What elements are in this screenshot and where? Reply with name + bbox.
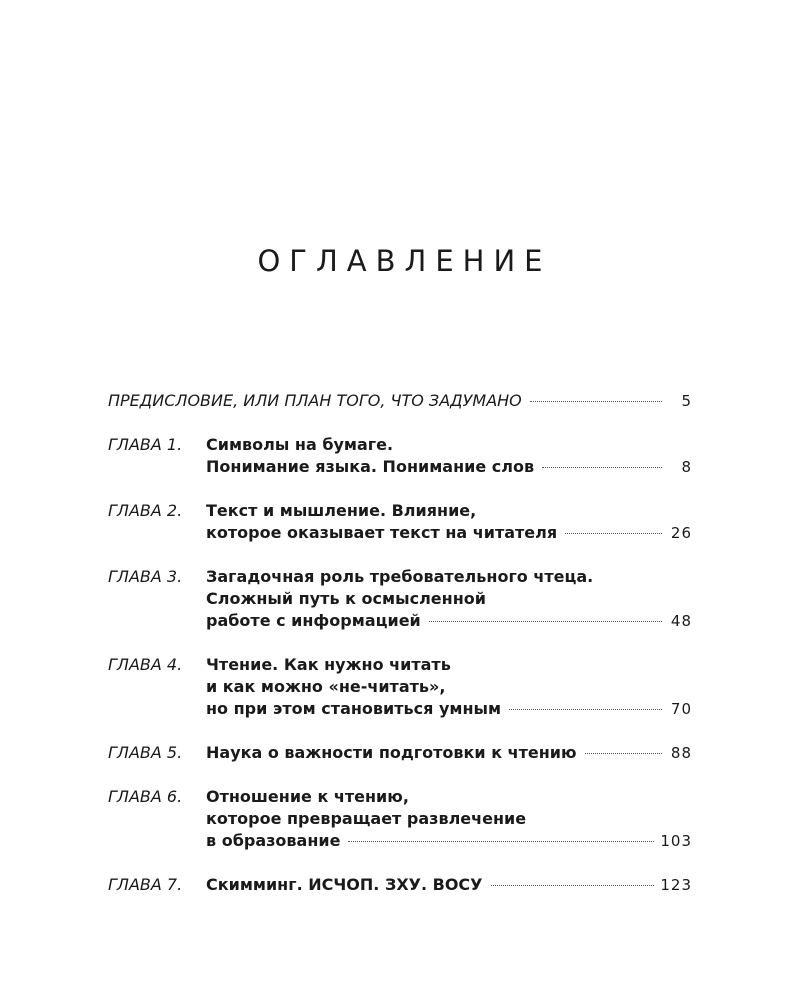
toc-entry-chapter-3 bbox=[108, 566, 692, 632]
chapter-label: ГЛАВА 7. bbox=[108, 875, 183, 894]
chapter-title-line: Текст и мышление. Влияние, bbox=[206, 501, 477, 520]
toc-line bbox=[206, 610, 692, 632]
chapter-title-line: Скимминг. ИСЧОП. ЗХУ. ВОСУ bbox=[206, 875, 483, 894]
toc-row bbox=[108, 742, 692, 764]
toc-entry-chapter-7 bbox=[108, 874, 692, 896]
chapter-label: ГЛАВА 3. bbox=[108, 567, 183, 586]
chapter-label: ГЛАВА 1. bbox=[108, 435, 183, 454]
page-number: 26 bbox=[670, 524, 692, 542]
chapter-title-line: Понимание языка. Понимание слов bbox=[206, 457, 535, 476]
page-number: 8 bbox=[681, 458, 692, 476]
chapter-title-line: Символы на бумаге. bbox=[206, 435, 394, 454]
dot-leader bbox=[429, 620, 662, 622]
chapter-label: ГЛАВА 2. bbox=[108, 501, 183, 520]
toc-row bbox=[108, 786, 692, 852]
chapter-title bbox=[206, 874, 692, 896]
dot-leader bbox=[509, 708, 662, 710]
chapter-title bbox=[206, 566, 692, 632]
dot-leader bbox=[565, 532, 662, 534]
chapter-title bbox=[206, 786, 692, 852]
chapter-title-line: Отношение к чтению, bbox=[206, 787, 409, 806]
toc-row bbox=[108, 434, 692, 478]
chapter-label: ГЛАВА 5. bbox=[108, 743, 183, 762]
chapter-title-line: Чтение. Как нужно читать bbox=[206, 655, 451, 674]
page-number: 5 bbox=[681, 392, 692, 410]
chapter-title bbox=[206, 654, 692, 720]
chapter-title-line: Загадочная роль требовательного чтеца. bbox=[206, 567, 594, 586]
toc-row bbox=[108, 874, 692, 896]
toc-entry-chapter-4 bbox=[108, 654, 692, 720]
toc-line bbox=[206, 522, 692, 544]
chapter-title bbox=[206, 500, 692, 544]
toc-line bbox=[206, 874, 692, 896]
chapter-title-line: которое превращает развлечение bbox=[206, 809, 527, 828]
toc-row bbox=[108, 654, 692, 720]
dot-leader bbox=[530, 400, 662, 402]
toc-entry-chapter-6 bbox=[108, 786, 692, 852]
chapter-title bbox=[206, 742, 692, 764]
chapter-label: ГЛАВА 4. bbox=[108, 655, 183, 674]
page-number: 70 bbox=[670, 700, 692, 718]
chapter-title bbox=[206, 434, 692, 478]
toc-row bbox=[108, 500, 692, 544]
toc-line bbox=[206, 830, 692, 852]
chapter-title-line: но при этом становиться умным bbox=[206, 699, 502, 718]
page-number: 48 bbox=[670, 612, 692, 630]
page-number: 123 bbox=[660, 876, 692, 894]
toc-entry-foreword bbox=[108, 390, 692, 412]
page-number: 103 bbox=[660, 832, 692, 850]
toc-line bbox=[206, 742, 692, 764]
dot-leader bbox=[348, 840, 654, 842]
chapter-title-line: Сложный путь к осмысленной bbox=[206, 589, 486, 608]
toc-row bbox=[108, 566, 692, 632]
dot-leader bbox=[585, 752, 662, 754]
chapter-title-line: которое оказывает текст на читателя bbox=[206, 523, 558, 542]
page-title: ОГЛАВЛЕНИЕ bbox=[257, 244, 552, 278]
chapter-title-line: и как можно «не-читать», bbox=[206, 677, 446, 696]
foreword-title: ПРЕДИСЛОВИЕ, ИЛИ ПЛАН ТОГО, ЧТО ЗАДУМАНО bbox=[108, 391, 522, 410]
toc-entry-chapter-2 bbox=[108, 500, 692, 544]
chapter-title-line: в образование bbox=[206, 831, 341, 850]
toc-entry-chapter-1 bbox=[108, 434, 692, 478]
toc-line bbox=[206, 698, 692, 720]
page-number: 88 bbox=[670, 744, 692, 762]
chapter-title-line: работе с информацией bbox=[206, 611, 421, 630]
toc-list bbox=[108, 390, 692, 918]
dot-leader bbox=[491, 884, 655, 886]
chapter-label: ГЛАВА 6. bbox=[108, 787, 183, 806]
toc-line bbox=[206, 456, 692, 478]
dot-leader bbox=[542, 466, 662, 468]
toc-line bbox=[108, 390, 692, 412]
toc-entry-chapter-5 bbox=[108, 742, 692, 764]
chapter-title-line: Наука о важности подготовки к чтению bbox=[206, 743, 577, 762]
